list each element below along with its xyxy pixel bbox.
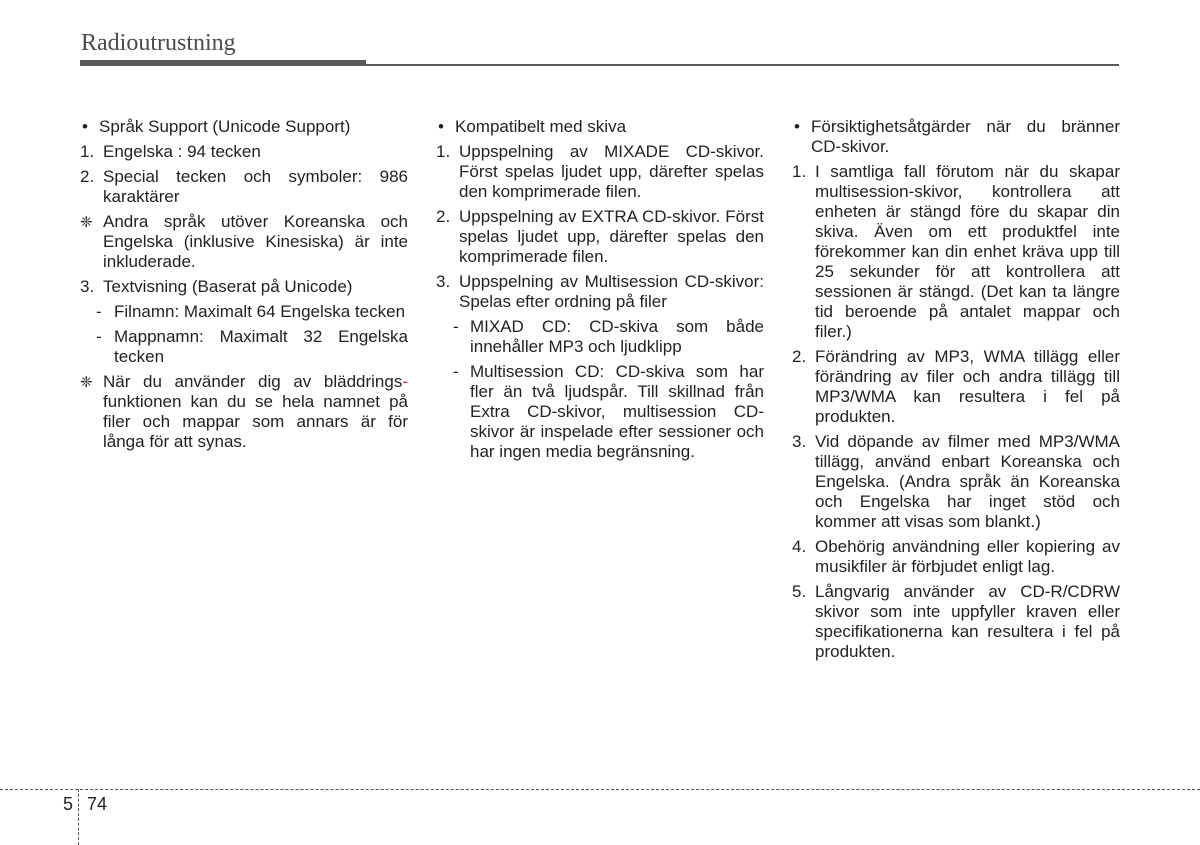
hyphen-accent: - bbox=[402, 372, 408, 391]
item-text: Special tecken och symboler: 986 karaktärer bbox=[103, 167, 408, 206]
sub-list-item bbox=[80, 302, 408, 322]
item-text: I samtliga fall förutom när du skapar multisession-skivor, kontrollera att enheten är stängd före du skapar din skiva. Även om ett produktfel inte förekommer kan din enhet kräva upp till 25 sekunder för att kontrollera att sessionen är stängd. (Det kan ta längre tid beroende på antalet mappar och filer.) bbox=[815, 162, 1120, 341]
note-item bbox=[80, 372, 408, 452]
item-text-part: När du använder dig av bläddrings bbox=[103, 372, 403, 391]
item-text: Förändring av MP3, WMA tillägg eller förändring av filer och andra tillägg till MP3/WMA kan resultera i fel på produkten. bbox=[815, 347, 1120, 426]
list-item bbox=[792, 162, 1120, 342]
list-item bbox=[80, 117, 408, 137]
header-rule-thick bbox=[80, 60, 366, 66]
item-text: MIXAD CD: CD-skiva som både innehåller MP3 och ljudklipp bbox=[470, 317, 764, 356]
header-rule-thin bbox=[366, 64, 1119, 66]
item-text: Multisession CD: CD-skiva som har fler än två ljudspår. Till skillnad från Extra CD-skivor, multisession CD-skivor är inspelade efter sessioner och har ingen media begränsning. bbox=[470, 362, 764, 461]
bullet-marker: • bbox=[438, 117, 444, 136]
item-text: Mappnamn: Maximalt 32 Engelska tecken bbox=[114, 327, 408, 366]
list-item bbox=[792, 347, 1120, 427]
item-text-part: funktionen kan du se hela namnet på filer och mappar som annars är för långa för att synas. bbox=[103, 392, 408, 451]
footer-rule bbox=[0, 789, 1200, 790]
footer-divider bbox=[78, 789, 79, 845]
item-text: Uppspelning av EXTRA CD-skivor. Först spelas ljudet upp, därefter spelas den komprimerade filen. bbox=[459, 207, 764, 266]
list-item bbox=[792, 117, 1120, 157]
number-marker: 3. bbox=[792, 432, 807, 451]
item-text: Uppspelning av MIXADE CD-skivor. Först spelas ljudet upp, därefter spelas den komprimerade filen. bbox=[459, 142, 764, 201]
number-marker: 2. bbox=[80, 167, 95, 186]
dash-marker: - bbox=[96, 302, 102, 321]
item-text: Textvisning (Baserat på Unicode) bbox=[103, 277, 353, 296]
text-column-1 bbox=[80, 117, 408, 457]
text-column-2 bbox=[436, 117, 764, 467]
bullet-marker: • bbox=[82, 117, 88, 136]
note-icon: ❈ bbox=[80, 373, 93, 391]
item-text: Engelska : 94 tecken bbox=[103, 142, 261, 161]
item-text: Språk Support (Unicode Support) bbox=[99, 117, 351, 136]
item-text bbox=[103, 372, 408, 452]
text-column-3 bbox=[792, 117, 1120, 667]
list-item bbox=[792, 432, 1120, 532]
number-marker: 1. bbox=[80, 142, 95, 161]
sub-list-item bbox=[436, 317, 764, 357]
list-item bbox=[436, 117, 764, 137]
dash-marker: - bbox=[96, 327, 102, 346]
item-text: Försiktighetsåtgärder när du bränner CD-skivor. bbox=[811, 117, 1120, 156]
number-marker: 1. bbox=[436, 142, 451, 161]
page-number: 74 bbox=[87, 794, 108, 814]
list-item bbox=[792, 537, 1120, 577]
item-text: Kompatibelt med skiva bbox=[455, 117, 627, 136]
section-title: Radioutrustning bbox=[81, 30, 236, 56]
dash-marker: - bbox=[453, 362, 459, 381]
item-text: Vid döpande av filmer med MP3/WMA tillägg, använd enbart Koreanska och Engelska. (Andra språk än Koreanska och Engelska har inget stöd och kommer att visas som blankt.) bbox=[815, 432, 1120, 531]
chapter-number: 5 bbox=[63, 794, 74, 814]
list-item bbox=[436, 272, 764, 312]
number-marker: 3. bbox=[436, 272, 451, 291]
number-marker: 2. bbox=[792, 347, 807, 366]
note-icon: ❈ bbox=[80, 213, 93, 231]
list-item bbox=[436, 142, 764, 202]
item-text: Långvarig använder av CD-R/CDRW skivor som inte uppfyller kraven eller specifikationerna kan resultera i fel på produkten. bbox=[815, 582, 1120, 661]
list-item bbox=[792, 582, 1120, 662]
number-marker: 4. bbox=[792, 537, 807, 556]
item-text: Filnamn: Maximalt 64 Engelska tecken bbox=[114, 302, 406, 321]
number-marker: 2. bbox=[436, 207, 451, 226]
sub-list-item bbox=[436, 362, 764, 462]
item-text: Uppspelning av Multisession CD-skivor: Spelas efter ordning på filer bbox=[459, 272, 764, 311]
number-marker: 5. bbox=[792, 582, 807, 601]
note-item bbox=[80, 212, 408, 272]
item-text: Andra språk utöver Koreanska och Engelska (inklusive Kinesiska) är inte inkluderade. bbox=[103, 212, 408, 271]
bullet-marker: • bbox=[794, 117, 800, 136]
list-item bbox=[436, 207, 764, 267]
list-item bbox=[80, 142, 408, 162]
number-marker: 1. bbox=[792, 162, 807, 181]
dash-marker: - bbox=[453, 317, 459, 336]
number-marker: 3. bbox=[80, 277, 95, 296]
sub-list-item bbox=[80, 327, 408, 367]
list-item bbox=[80, 277, 408, 297]
list-item bbox=[80, 167, 408, 207]
item-text: Obehörig användning eller kopiering av musikfiler är förbjudet enligt lag. bbox=[815, 537, 1120, 576]
